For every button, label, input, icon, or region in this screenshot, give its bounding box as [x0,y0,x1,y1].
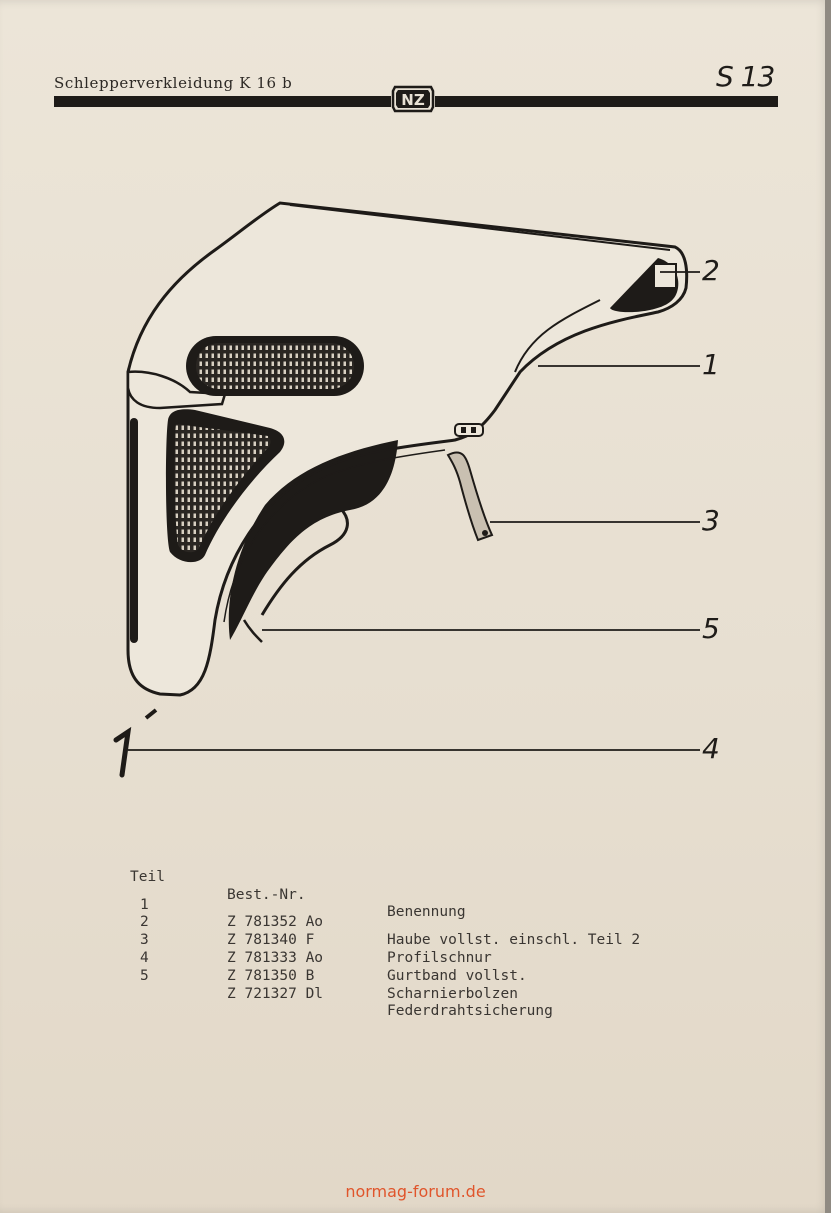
strap-part-3 [448,452,492,540]
row-best-nr: Z 781352 Ao [227,914,324,931]
row-teil: 2 [140,914,149,931]
row-best-nr: Z 721327 Dl [227,985,324,1002]
column-header-benennung: Benennung [387,904,466,921]
spring-wire-part-5 [244,620,262,642]
row-teil: 4 [140,949,149,966]
callout-4: 4 [702,732,720,765]
row-benennung: Gurtband vollst. [387,967,527,984]
column-header-best-nr: Best.-Nr. [227,886,306,903]
page-number: S 13 [716,60,775,93]
page-title: Schlepperverkleidung K 16 b [54,74,293,92]
row-benennung: Haube vollst. einschl. Teil 2 [387,932,641,949]
hinge-pin-part-4 [116,710,156,775]
row-best-nr: Z 781333 Ao [227,949,324,966]
row-benennung: Federdrahtsicherung [387,1003,553,1020]
row-teil: 5 [140,967,149,984]
callout-2: 2 [702,254,720,287]
row-benennung: Profilschnur [387,949,492,966]
profile-cord-part-2 [654,264,676,288]
watermark-link[interactable]: normag-forum.de [345,1182,486,1201]
hood-part-1 [128,203,687,695]
logo-text: NZ [401,91,425,109]
table-header [130,851,466,921]
column-header-teil: Teil [130,868,165,885]
row-best-nr: Z 781350 B [227,967,315,984]
row-benennung: Scharnierbolzen [387,985,518,1002]
callout-5: 5 [702,612,720,645]
row-teil: 3 [140,932,149,949]
row-best-nr: Z 781340 F [227,932,315,949]
callout-3: 3 [702,504,720,537]
row-teil: 1 [140,896,149,913]
callout-1: 1 [702,348,720,381]
parts-table [130,851,641,1020]
